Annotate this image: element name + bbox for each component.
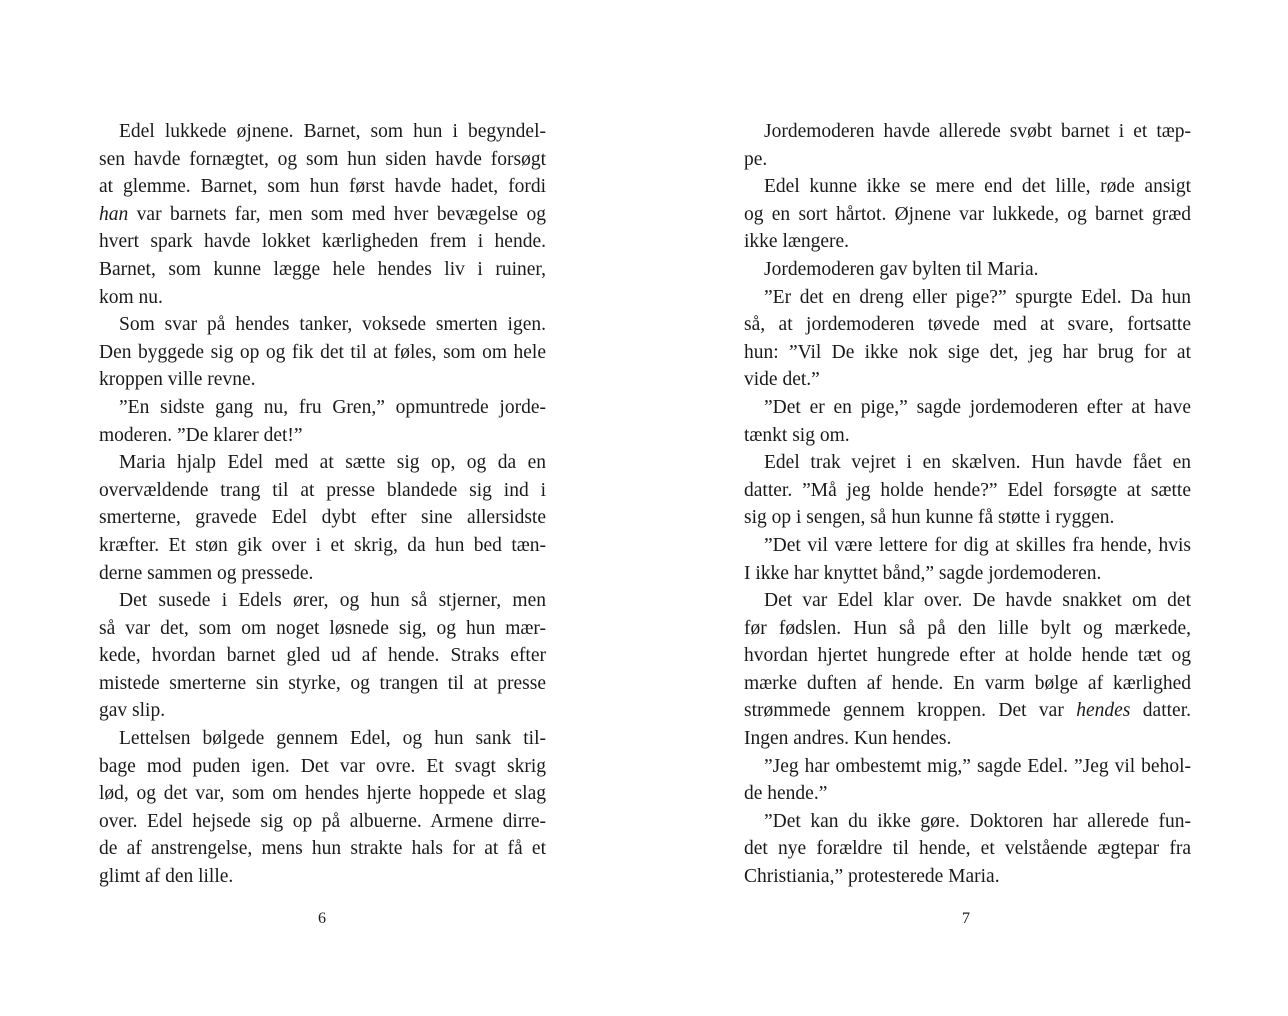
- text-line: gav slip.: [99, 700, 166, 722]
- text-line: moderen. ”De klarer det!”: [99, 424, 303, 446]
- text-line: Jordemoderen havde allerede svøbt barnet i et tæp-: [764, 121, 1191, 142]
- text-line: I ikke har knyttet bånd,” sagde jordemoderen.: [744, 562, 1102, 584]
- text-line: ”Er det en dreng eller pige?” spurgte Edel. Da hun: [764, 286, 1191, 308]
- text-line: derne sammen og pressede.: [99, 562, 314, 584]
- text-line: så, at jordemoderen tøvede med at svare, fortsatte: [744, 314, 1191, 336]
- text-line: Som svar på hendes tanker, voksede smerten igen.: [119, 314, 546, 336]
- text-line: smerterne, gravede Edel dybt efter sine allersidste: [99, 507, 546, 529]
- text-segment: var barnets far, men som med hver bevægelse og: [128, 203, 546, 225]
- text-line: sen havde fornægtet, og som hun siden havde forsøgt: [99, 148, 546, 170]
- text-line: så var det, som om noget løsnede sig, og hun mær-: [99, 617, 546, 639]
- text-line: overvældende trang til at presse blandede sig ind i: [99, 479, 546, 501]
- text-line: Edel lukkede øjnene. Barnet, som hun i begyndel-: [119, 121, 546, 142]
- text-line: de hende.”: [744, 783, 828, 805]
- text-line: Det var Edel klar over. De havde snakket om det: [764, 590, 1191, 612]
- text-line: ”Det vil være lettere for dig at skilles fra hende, hvis: [764, 534, 1191, 556]
- text-line: bage mod puden igen. Det var ovre. Et svagt skrig: [99, 755, 546, 777]
- text-line: Den byggede sig op og fik det til at føles, som om hele: [99, 341, 546, 363]
- text-line: kede, hvordan barnet gled ud af hende. Straks efter: [99, 645, 546, 667]
- text-line: vide det.”: [744, 369, 820, 391]
- text-line: det nye forældre til hende, et velstående ægtepar fra: [744, 838, 1191, 860]
- text-line: og en sort hårtot. Øjnene var lukkede, og barnet græd: [744, 203, 1191, 225]
- text-line: Maria hjalp Edel med at sætte sig op, og da en: [119, 452, 546, 474]
- page-number-left: 6: [318, 910, 326, 927]
- text-line: ikke længere.: [744, 231, 850, 253]
- italic-text: han: [99, 203, 129, 225]
- text-line: ”En sidste gang nu, fru Gren,” opmuntrede jorde-: [119, 396, 546, 418]
- text-line: over. Edel hejsede sig op på albuerne. Armene dirre-: [99, 810, 546, 832]
- text-line: Det susede i Edels ører, og hun så stjerner, men: [119, 590, 546, 612]
- text-line: glimt af den lille.: [99, 866, 234, 888]
- text-line: ”Det kan du ikke gøre. Doktoren har allerede fun-: [764, 810, 1191, 832]
- text-line: de af anstrengelse, mens hun strakte hals for at få et: [99, 838, 546, 860]
- text-line: [744, 697, 1191, 725]
- right-page-text: [744, 118, 1191, 891]
- text-line: Christiania,” protesterede Maria.: [744, 866, 1000, 888]
- text-line: tænkt sig om.: [744, 424, 850, 446]
- text-line: kom nu.: [99, 286, 163, 308]
- text-line: Edel trak vejret i en skælven. Hun havde fået en: [764, 452, 1191, 474]
- text-line: før fødslen. Hun så på den lille bylt og mærkede,: [744, 617, 1191, 639]
- text-segment: datter.: [1130, 700, 1191, 722]
- text-line: Edel kunne ikke se mere end det lille, røde ansigt: [764, 176, 1191, 198]
- text-line: hun: ”Vil De ikke nok sige det, jeg har brug for at: [744, 341, 1191, 363]
- text-line: hvert spark havde lokket kærligheden frem i hende.: [99, 231, 546, 253]
- text-line: at glemme. Barnet, som hun først havde hadet, fordi: [99, 176, 546, 198]
- text-line: mærke duften af hende. En varm bølge af kærlighed: [744, 672, 1191, 694]
- text-line: ”Jeg har ombestemt mig,” sagde Edel. ”Jeg vil behol-: [764, 755, 1191, 777]
- text-line: mistede smerterne sin styrke, og trangen til at presse: [99, 672, 546, 694]
- text-line: hvordan hjertet hungrede efter at holde hende tæt og: [744, 645, 1191, 667]
- page-number-right: 7: [962, 910, 970, 927]
- italic-text: hendes: [1076, 700, 1131, 722]
- text-line: kræfter. Et støn gik over i et skrig, da hun bed tæn-: [99, 534, 546, 556]
- text-line: [99, 201, 546, 229]
- text-line: Jordemoderen gav bylten til Maria.: [764, 258, 1039, 280]
- text-line: lød, og det var, som om hendes hjerte hoppede et slag: [99, 783, 546, 805]
- text-line: Barnet, som kunne lægge hele hendes liv i ruiner,: [99, 258, 546, 280]
- text-line: ”Det er en pige,” sagde jordemoderen efter at have: [764, 396, 1191, 418]
- text-line: datter. ”Må jeg holde hende?” Edel forsøgte at sætte: [744, 479, 1191, 501]
- text-line: kroppen ville revne.: [99, 369, 256, 391]
- text-line: pe.: [744, 148, 768, 170]
- text-line: Lettelsen bølgede gennem Edel, og hun sank til-: [119, 728, 546, 750]
- text-segment: strømmede gennem kroppen. Det var: [744, 700, 1077, 722]
- text-line: sig op i sengen, så hun kunne få støtte i ryggen.: [744, 507, 1115, 529]
- text-line: Ingen andres. Kun hendes.: [744, 728, 952, 750]
- left-page-text: [99, 118, 546, 891]
